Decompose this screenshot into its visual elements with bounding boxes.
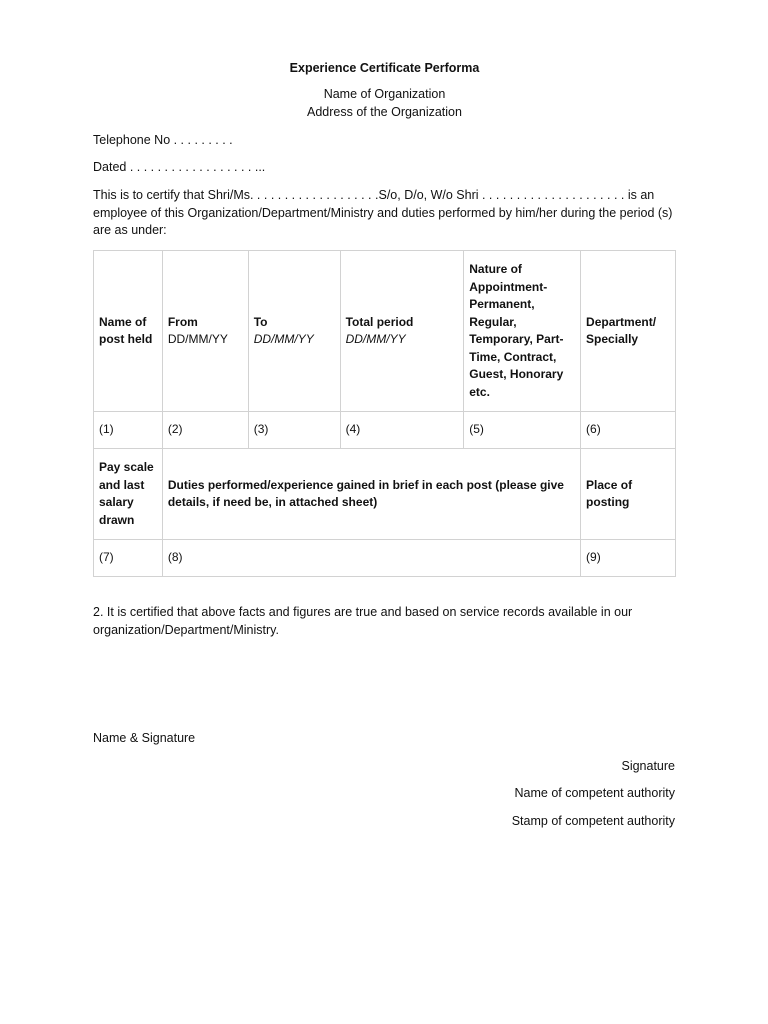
table-number-row-1: [94, 412, 676, 449]
document-title: Experience Certificate Performa: [289, 61, 480, 75]
table-number-row-2: [94, 540, 676, 577]
competent-authority-label: Name of competent authority: [514, 786, 675, 800]
header-to: [248, 251, 340, 412]
table-header-row-2: [94, 449, 676, 540]
header-to-format: DD/MM/YY: [253, 332, 314, 346]
header-total-label: [346, 314, 459, 349]
table-cell-number: (8): [162, 540, 580, 577]
table-cell-number: (6): [581, 412, 676, 449]
table-header-row: [94, 251, 676, 412]
header-nature-appointment: Nature of Appointment-Permanent, Regular, Temporary, Part-Time, Contract, Guest, Honorary etc.: [464, 251, 581, 412]
header-from-format: DD/MM/YY: [167, 332, 228, 346]
name-signature-label: Name & Signature: [93, 731, 196, 745]
header-total-format: DD/MM/YY: [345, 332, 406, 346]
table-cell-number: (4): [340, 412, 464, 449]
table-cell-number: (7): [94, 540, 163, 577]
header-total-text: Total period: [345, 314, 414, 329]
header-to-label: To: [253, 314, 268, 329]
table-cell-number: (2): [162, 412, 248, 449]
header-department: Department/ Specially: [581, 251, 676, 412]
table-cell-number: (9): [581, 540, 676, 577]
header-place-posting: Place of posting: [581, 449, 676, 540]
header-pay-scale: Pay scale and last salary drawn: [94, 449, 163, 540]
experience-table: [93, 250, 676, 577]
organization-address: Address of the Organization: [307, 105, 462, 119]
header-total: [340, 251, 464, 412]
table-cell-number: (1): [94, 412, 163, 449]
certification-paragraph: 2. It is certified that above facts and figures are true and based on service records available in our organization/Department/Ministry.: [93, 605, 633, 637]
table-cell-number: (5): [464, 412, 581, 449]
table-cell-number: (3): [248, 412, 340, 449]
organization-name: Name of Organization: [323, 87, 446, 101]
header-duties: Duties performed/experience gained in brief in each post (please give details, if need be, in attached sheet): [162, 449, 580, 540]
stamp-label: Stamp of competent authority: [511, 814, 675, 828]
dated-line: Dated . . . . . . . . . . . . . . . . . . ...: [93, 160, 266, 174]
header-from: [162, 251, 248, 412]
signature-label: Signature: [621, 759, 675, 773]
header-from-label: From: [167, 314, 198, 329]
telephone-line: Telephone No . . . . . . . . .: [93, 133, 233, 147]
header-post-held: Name of post held: [94, 251, 163, 412]
certify-paragraph: This is to certify that Shri/Ms. . . . . . . . . . . . . . . . . . .S/o, D/o, W/o Shri . . . . . . . . . . . . . . . . . . . . . is an employee of this Organization/Department/Ministry and duties performed by him/her during the period (s) are as under:: [93, 188, 673, 237]
